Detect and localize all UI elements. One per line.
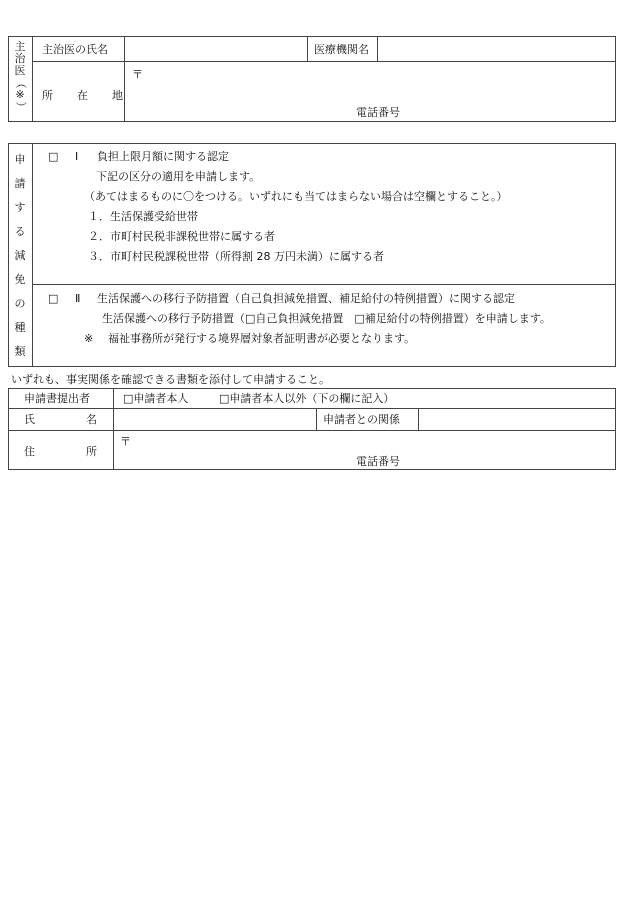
section2-note: 福祉事務所が発行する境界層対象者証明書が必要となります。: [108, 332, 416, 345]
section1-checkbox[interactable]: □: [48, 150, 59, 163]
applicant-postal-mark: 〒: [120, 435, 131, 448]
reduction-section-divider: [32, 284, 616, 285]
section2-note-mark: ※: [84, 332, 94, 345]
physician-row-divider: [32, 61, 616, 62]
submitter-option-other[interactable]: □申請者本人以外（下の欄に記入）: [219, 392, 395, 405]
physician-name-label: 主治医の氏名: [42, 43, 108, 56]
section1-request-line: 下記の区分の適用を申請します。: [96, 170, 261, 183]
institution-field[interactable]: [382, 44, 612, 56]
physician-postal-mark: 〒: [132, 68, 143, 81]
section2-request-line: 生活保護への移行予防措置（□自己負担減免措置 □補足給付の特例措置）を申請します。: [102, 312, 551, 325]
applicant-phone-label: 電話番号: [356, 455, 400, 468]
applicant-name-label: 氏 名: [24, 413, 97, 426]
section1-title: 負担上限月額に関する認定: [97, 150, 229, 163]
attachment-instruction: いずれも、事実関係を確認できる書類を添付して申請すること。: [11, 373, 330, 386]
physician-name-field[interactable]: [130, 44, 300, 56]
relation-label: 申請者との関係: [323, 413, 400, 426]
relation-label-left: [316, 408, 317, 430]
applicant-name-field[interactable]: [118, 413, 308, 425]
section2-checkbox[interactable]: □: [48, 292, 59, 305]
physician-label-divider: [124, 36, 125, 122]
relation-label-right: [418, 408, 419, 430]
section1-option-2[interactable]: ２．市町村民税非課税世帯に属する者: [88, 230, 275, 243]
applicant-row1-divider: [8, 408, 616, 409]
section1-note: （あてはまるものに〇をつける。いずれにも当てはまらない場合は空欄とすること。）: [84, 190, 508, 203]
physician-side-divider: [32, 36, 33, 122]
relation-field[interactable]: [424, 413, 610, 425]
physician-side-label: 主 治 医 （ ※ ）: [14, 40, 27, 113]
section1-option-3[interactable]: ３．市町村民税課税世帯（所得割 28 万円未満）に属する者: [88, 250, 384, 263]
applicant-label-divider: [113, 388, 114, 470]
institution-label-right: [377, 36, 378, 61]
section2-numeral: Ⅱ: [75, 292, 81, 305]
institution-label: 医療機関名: [314, 43, 369, 56]
submitter-label: 申請書提出者: [24, 392, 90, 405]
section1-option-1[interactable]: １．生活保護受給世帯: [88, 210, 198, 223]
section1-numeral: Ⅰ: [75, 150, 79, 163]
physician-phone-label: 電話番号: [356, 106, 400, 119]
submitter-option-self[interactable]: □申請者本人: [123, 392, 189, 405]
institution-label-left: [307, 36, 308, 61]
applicant-row2-divider: [8, 430, 616, 431]
applicant-address-label: 住 所: [24, 445, 97, 458]
reduction-side-divider: [32, 143, 33, 367]
reduction-side-label: 申 請 す る 減 免 の 種 類: [14, 153, 26, 358]
section2-title: 生活保護への移行予防措置（自己負担減免措置、補足給付の特例措置）に関する認定: [97, 292, 515, 305]
physician-address-label: 所 在 地: [42, 89, 123, 102]
